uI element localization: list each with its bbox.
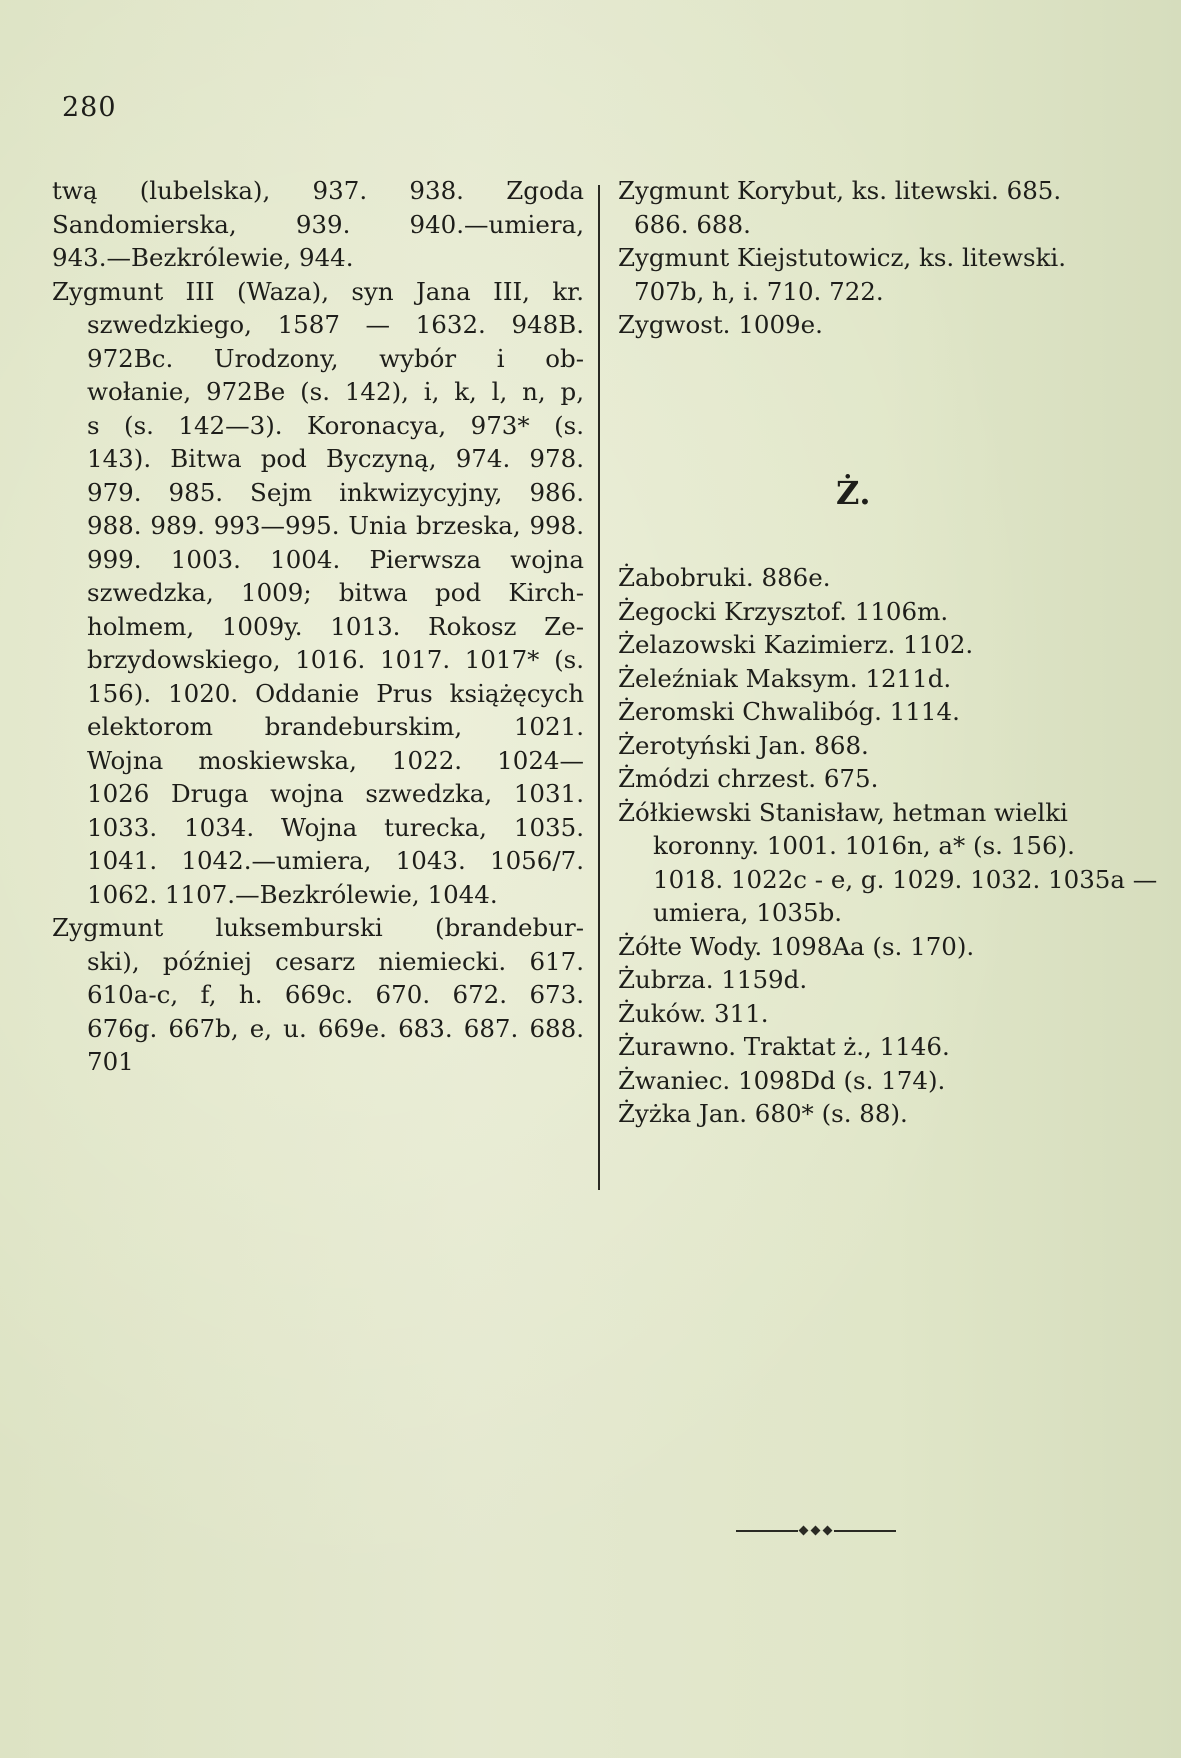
index-line: Wojna moskiewska, 1022. 1024—: [87, 745, 584, 775]
index-line: 1018. 1022c - e, g. 1029. 1032. 1035a —: [653, 864, 1158, 894]
index-line: 943.—Bezkrólewie, 944.: [52, 243, 354, 272]
index-line: s (s. 142—3). Koronacya, 973* (s.: [87, 410, 584, 440]
index-line: szwedzkiego, 1587 — 1632. 948B.: [87, 310, 584, 339]
index-entry: Żubrza. 1159d.: [618, 965, 808, 994]
index-line: 1041. 1042.—umiera, 1043. 1056/7.: [87, 846, 584, 875]
index-column-right-top: [618, 174, 1138, 342]
index-line: 686. 688.: [634, 209, 751, 239]
index-entry: Żółkiewski Stanisław, hetman wielki: [618, 797, 1068, 827]
index-line: umiera, 1035b.: [653, 898, 843, 927]
index-entry-zygmunt-luksemburski: Zygmunt luksemburski (brandebur-: [52, 913, 584, 942]
index-line: 1033. 1034. Wojna turecka, 1035.: [87, 812, 584, 842]
page-number: 280: [62, 92, 117, 123]
index-entry: Zygmunt Kiejstutowicz, ks. litewski.: [618, 243, 1067, 272]
index-entry: Żurawno. Traktat ż., 1146.: [618, 1032, 950, 1061]
index-column-left: [52, 174, 584, 1079]
index-line: wołanie, 972Be (s. 142), i, k, l, n, p,: [87, 377, 584, 406]
index-column-right-entries: [618, 561, 1158, 1131]
index-line: 707b, h, i. 710. 722.: [634, 276, 884, 306]
end-ornament-rule: [736, 1526, 896, 1536]
index-line: holmem, 1009y. 1013. Rokosz Ze-: [87, 611, 584, 641]
index-line: brzydowskiego, 1016. 1017. 1017* (s.: [87, 645, 584, 674]
index-entry: Żeleźniak Maksym. 1211d.: [618, 663, 952, 693]
index-line: 972Bc. Urodzony, wybór i ob-: [87, 343, 584, 373]
index-entry: Żelazowski Kazimierz. 1102.: [618, 630, 974, 659]
index-entry: Żegocki Krzysztof. 1106m.: [618, 596, 949, 626]
index-line: 1062. 1107.—Bezkrólewie, 1044.: [87, 879, 498, 909]
index-entry: Żuków. 311.: [618, 998, 769, 1028]
index-entry: Zygmunt Korybut, ks. litewski. 685.: [618, 176, 1062, 205]
index-entry: Zygwost. 1009e.: [618, 310, 823, 339]
index-line: 676g. 667b, e, u. 669e. 683. 687. 688.: [87, 1013, 584, 1043]
index-line: twą (lubelska), 937. 938. Zgoda: [52, 176, 584, 205]
index-line: elektorom brandeburskim, 1021.: [87, 712, 584, 741]
index-line: ski), później cesarz niemiecki. 617.: [87, 946, 584, 976]
index-line: 143). Bitwa pod Byczyną, 974. 978.: [87, 444, 584, 473]
section-heading-letter: Ż.: [836, 474, 871, 512]
index-entry: Żmódzi chrzest. 675.: [618, 764, 879, 793]
index-line: 979. 985. Sejm inkwizycyjny, 986.: [87, 477, 584, 507]
index-line: koronny. 1001. 1016n, a* (s. 156).: [653, 831, 1075, 860]
index-entry: Żeromski Chwalibóg. 1114.: [618, 697, 960, 726]
index-line: szwedzka, 1009; bitwa pod Kirch-: [87, 578, 584, 607]
column-divider: [598, 185, 600, 1190]
index-entry: Żółte Wody. 1098Aa (s. 170).: [618, 931, 975, 961]
index-line: 156). 1020. Oddanie Prus książęcych: [87, 678, 584, 708]
index-line: Sandomierska, 939. 940.—umiera,: [52, 209, 584, 239]
index-entry-zygmunt-iii: Zygmunt III (Waza), syn Jana III, kr.: [52, 276, 584, 306]
index-entry: Żerotyński Jan. 868.: [618, 730, 869, 760]
index-entry: Żyżka Jan. 680* (s. 88).: [618, 1099, 908, 1128]
index-line: 610a-c, f, h. 669c. 670. 672. 673.: [87, 980, 584, 1009]
index-line: 1026 Druga wojna szwedzka, 1031.: [87, 779, 584, 808]
index-entry: Żabobruki. 886e.: [618, 563, 831, 592]
index-entry: Żwaniec. 1098Dd (s. 174).: [618, 1065, 946, 1095]
index-line: 701: [87, 1047, 134, 1076]
index-line: 999. 1003. 1004. Pierwsza wojna: [87, 544, 584, 574]
index-line: 988. 989. 993—995. Unia brzeska, 998.: [87, 511, 584, 540]
